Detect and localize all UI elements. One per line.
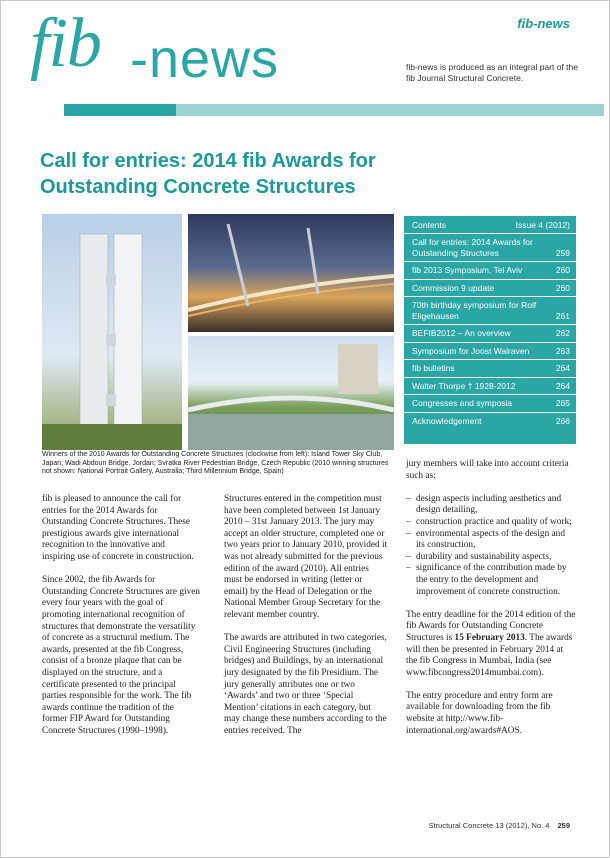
toc-item-title: fib 2013 Symposium, Tel Aviv: [412, 265, 523, 275]
contents-box: [404, 216, 576, 444]
criteria-item: – design aspects including aesthetics and design detailing,: [406, 494, 576, 517]
toc-item[interactable]: [404, 343, 576, 361]
toc-item[interactable]: [404, 360, 576, 378]
page-number: 259: [557, 821, 570, 830]
criteria-item: – environmental aspects of the design and its construction,: [406, 529, 576, 552]
toc-item-title: Symposium for Joost Walraven: [412, 345, 530, 356]
toc-item[interactable]: [404, 234, 576, 262]
body-paragraph: fib is pleased to announce the call for entries for the 2014 Awards for Outstanding Concrete Structures. These prestigious awards give international recognition to the innovative and inspiring use of concrete in construction.: [42, 494, 194, 562]
journal-reference: Structural Concrete 13 (2012), No. 4: [428, 821, 550, 830]
procedure-paragraph[interactable]: The entry procedure and entry form are available for downloading from the fib website at http://www.fib-international.org/awards#AOS.: [406, 690, 553, 736]
bridge-illustration: [188, 214, 394, 332]
page-header: [0, 0, 610, 110]
toc-item-page: 262: [555, 328, 570, 338]
body-paragraph: Structures entered in the competition must have been completed between 1st January 2010 – 31st January 2013. The jury may accept an older structure, completed one or two years prior to January 2010, provided it was not already submitted for the previous edition of the award (2010). All entries must be endorsed in writing (letter or email) by the Head of Delegation or the National Member Group Secretary for the relevant member country.: [224, 494, 388, 620]
deadline-date: 15 February 2013: [454, 632, 525, 643]
toc-item-title: Acknowledgement: [412, 415, 482, 426]
toc-item-page: 264: [555, 380, 570, 391]
deadline-text-post: . The awards will then be presented in February 2014 at the fib Congress in Mumbai, India (see www.fibcongress2014mumbai.com).: [406, 632, 573, 678]
toc-item-title: Walter Thorpe † 1928-2012: [412, 380, 516, 391]
logo-fib-text: fib: [30, 5, 101, 82]
toc-item-title: 70th birthday symposium for Rolf Eligehausen: [412, 300, 537, 321]
river-bridge-illustration: [188, 336, 394, 450]
fib-news-logo: [30, 5, 350, 110]
body-column-1: [42, 494, 200, 749]
tower-illustration: [42, 214, 182, 450]
toc-item-page: 260: [555, 265, 570, 275]
photo-wadi-abdoun-bridge: [188, 214, 394, 332]
criteria-intro: jury members will take into account criteria such as:: [406, 459, 569, 481]
toc-item-page: 259: [555, 247, 570, 258]
toc-item[interactable]: [404, 262, 576, 280]
body-column-2: [224, 494, 388, 749]
photo-island-tower: [42, 214, 182, 450]
criteria-item: – significance of the contribution made by the entry to the development and improvement of concrete construction.: [406, 563, 576, 598]
photo-caption: Winners of the 2010 Awards for Outstanding Concrete Structures (clockwise from left): Island Tower Sky Club, Japan; Wadi Abdoun Bridge, Jordan; Svratka River Pedestrian Bridge, Czech Republic (2010 winning structures not shown: National Portrait Gallery, Australia; Third Millennium Bridge, Spain): [42, 451, 389, 476]
toc-item-page: 260: [555, 282, 570, 293]
toc-item-page: 266: [555, 415, 570, 426]
toc-item-title: Call for entries: 2014 Awards for Outstanding Structures: [412, 237, 533, 258]
body-paragraph: Since 2002, the fib Awards for Outstanding Concrete Structures are given every four years with the goal of promoting international recognition of structures that demonstrate the versatility of concrete as a structural medium. The awards, presented at the fib Congress, consist of a bronze plaque that can be displayed on the structure, and a certificate presented to the principal parties responsible for the work. The fib awards continue the tradition of the former FIP Award for Outstanding Concrete Structures (1990–1998).: [42, 575, 201, 736]
toc-item[interactable]: [404, 280, 576, 298]
toc-item[interactable]: [404, 378, 576, 396]
toc-item-title: BEFIB2012 – An overview: [412, 328, 511, 338]
deadline-text-pre: The entry deadline for the 2014 edition of the fib Awards for Outstanding Concrete Structures is: [406, 609, 576, 643]
contents-heading: Contents: [412, 220, 447, 230]
section-label: fib-news: [517, 16, 570, 31]
deadline-paragraph: [406, 610, 576, 680]
toc-item-title: Commission 9 update: [412, 282, 495, 293]
toc-item-title: fib bulletins: [412, 363, 455, 373]
toc-item-page: 264: [555, 363, 570, 373]
article-title: Call for entries: 2014 fib Awards for Outstanding Concrete Structures: [40, 150, 376, 198]
logo-news-text: -news: [130, 29, 280, 89]
toc-item[interactable]: [404, 297, 576, 325]
page-footer: [429, 821, 570, 830]
criteria-item: – durability and sustainability aspects,: [406, 552, 576, 564]
toc-item-page: 265: [555, 398, 570, 408]
criteria-item: – construction practice and quality of work;: [406, 517, 576, 529]
criteria-list: [406, 494, 576, 598]
intro-note: fib-news is produced as an integral part of the fib Journal Structural Concrete.: [406, 62, 578, 83]
body-paragraph: The awards are attributed in two categories, Civil Engineering Structures (including bridges) and Buildings, by an international jury designated by the fib Presidium. The jury generally attributes one or two ‘Awards’ and two or three ‘Special Mention’ citations in each category, but may change these numbers according to the entries received. The: [224, 633, 387, 736]
toc-item-page: 261: [555, 310, 570, 321]
logo-ceb-fip: CEB-FIP: [70, 90, 126, 105]
contents-header: [404, 216, 576, 234]
body-column-3: [406, 459, 576, 749]
toc-item-page: 263: [555, 345, 570, 356]
toc-item[interactable]: [404, 395, 576, 413]
toc-item[interactable]: [404, 413, 576, 430]
toc-item-title: Congresses and symposia: [412, 398, 513, 408]
photo-svratka-bridge: [188, 336, 394, 450]
issue-label: Issue 4 (2012): [515, 220, 570, 230]
toc-item[interactable]: [404, 325, 576, 343]
